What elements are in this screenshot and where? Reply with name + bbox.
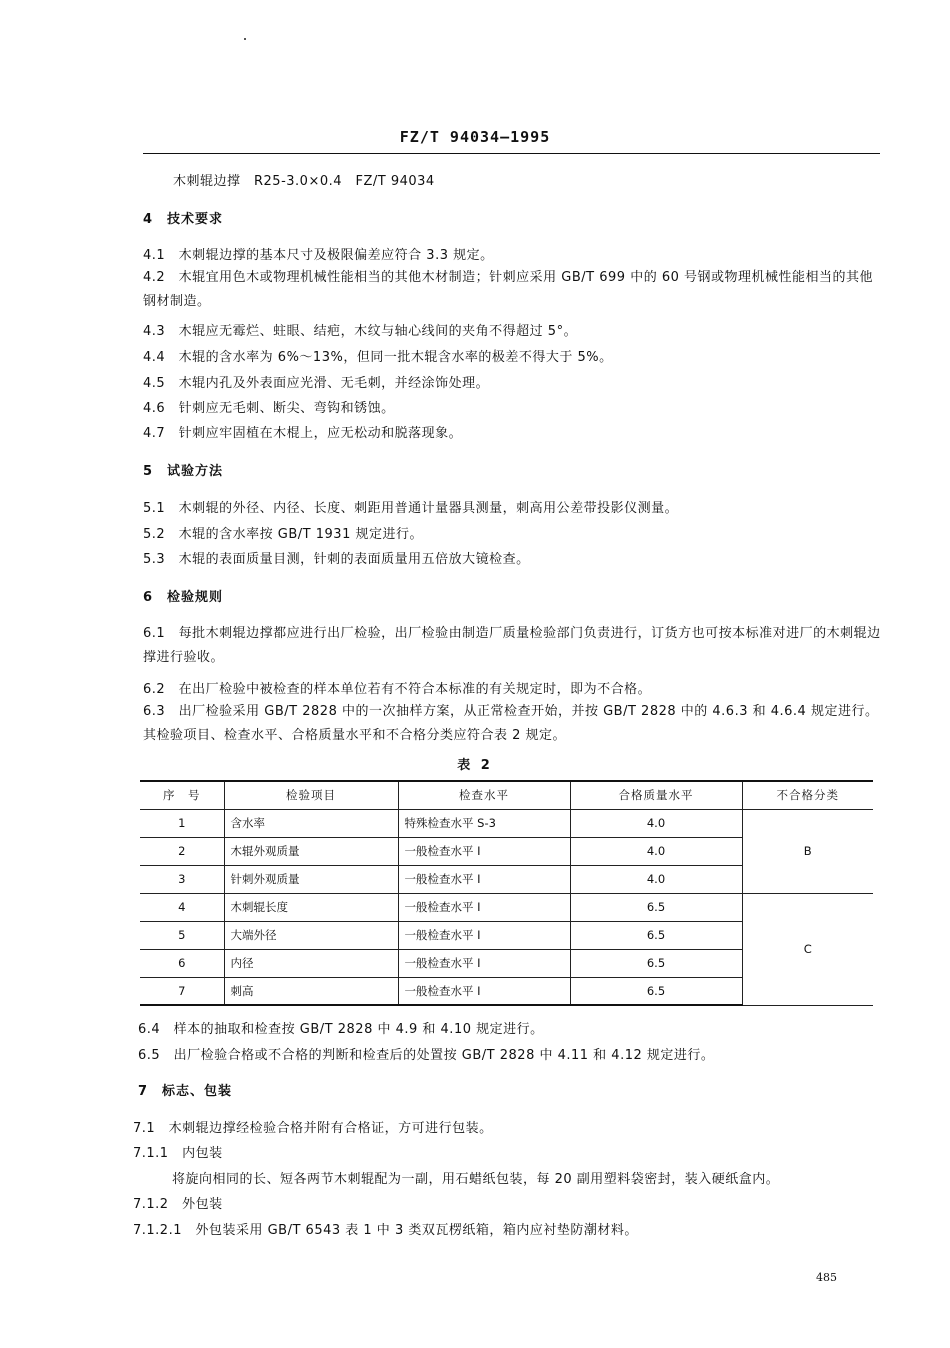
section-6-heading: 6 检验规则 (143, 590, 224, 605)
row-item: 木辊外观质量 (224, 837, 398, 865)
scan-speck (244, 38, 246, 40)
header-inspection-item: 检验项目 (224, 781, 398, 809)
row-number: 5 (140, 921, 224, 949)
designation-example: 木刺辊边撑 R25-3.0×0.4 FZ/T 94034 (173, 174, 435, 189)
clause-7-1: 7.1 木刺辊边撑经检验合格并附有合格证，方可进行包装。 (133, 1121, 493, 1136)
clause-5-1: 5.1 木刺辊的外径、内径、长度、刺距用普通计量器具测量，刺高用公差带投影仪测量。 (143, 501, 679, 516)
clause-7-1-1: 7.1.1 内包装 (133, 1146, 223, 1161)
clause-4-4: 4.4 木辊的含水率为 6%～13%，但同一批木辊含水率的极差不得大于 5%。 (143, 350, 613, 365)
row-item: 刺高 (224, 977, 398, 1005)
row-level: 一般检查水平 I (398, 921, 570, 949)
clause-4-1: 4.1 木刺辊边撑的基本尺寸及极限偏差应符合 3.3 规定。 (143, 248, 494, 263)
row-number: 2 (140, 837, 224, 865)
table-header-row (140, 781, 873, 809)
class-group-b: B (742, 809, 873, 893)
clause-6-1: 6.1 每批木刺辊边撑都应进行出厂检验，出厂检验由制造厂质量检验部门负责进行，订货方也可按本标准对进厂的木刺辊边撑进行验收。 (143, 626, 881, 665)
row-level: 一般检查水平 I (398, 977, 570, 1005)
class-group-c: C (742, 893, 873, 1005)
clause-6-4: 6.4 样本的抽取和检查按 GB/T 2828 中 4.9 和 4.10 规定进行。 (138, 1022, 544, 1037)
row-aql: 6.5 (570, 977, 742, 1005)
clause-4-3: 4.3 木辊应无霉烂、蛀眼、结疤，木纹与轴心线间的夹角不得超过 5°。 (143, 324, 578, 339)
section-7-heading: 7 标志、包装 (138, 1084, 233, 1099)
row-number: 7 (140, 977, 224, 1005)
clause-4-2: 4.2 木辊宜用色木或物理机械性能相当的其他木材制造；针刺应采用 GB/T 699 中的 60 号钢或物理机械性能相当的其他钢材制造。 (143, 270, 874, 309)
row-item: 含水率 (224, 809, 398, 837)
row-item: 木刺辊长度 (224, 893, 398, 921)
row-level: 一般检查水平 I (398, 865, 570, 893)
section-5-heading: 5 试验方法 (143, 464, 224, 479)
table-row (140, 893, 873, 921)
row-aql: 6.5 (570, 921, 742, 949)
row-aql: 6.5 (570, 949, 742, 977)
row-item: 针刺外观质量 (224, 865, 398, 893)
row-number: 3 (140, 865, 224, 893)
section-4-heading: 4 技术要求 (143, 212, 224, 227)
table-row (140, 809, 873, 837)
clause-7-1-1-text: 将旋向相同的长、短各两节木刺辊配为一副，用石蜡纸包装，每 20 副用塑料袋密封，装入硬纸盒内。 (172, 1172, 780, 1187)
row-aql: 4.0 (570, 837, 742, 865)
row-level: 一般检查水平 I (398, 837, 570, 865)
clause-6-5: 6.5 出厂检验合格或不合格的判断和检查后的处置按 GB/T 2828 中 4.11 和 4.12 规定进行。 (138, 1048, 715, 1063)
header-inspection-level: 检查水平 (398, 781, 570, 809)
row-level: 一般检查水平 I (398, 893, 570, 921)
inspection-table (140, 780, 873, 1006)
clause-6-2: 6.2 在出厂检验中被检查的样本单位若有不符合本标准的有关规定时，即为不合格。 (143, 682, 652, 697)
clause-4-7: 4.7 针刺应牢固植在木棍上，应无松动和脱落现象。 (143, 426, 463, 441)
header-serial-number: 序 号 (140, 781, 224, 809)
standard-code-header: FZ/T 94034—1995 (399, 128, 551, 146)
table-2-caption: 表 2 (457, 758, 493, 773)
header-rule (143, 153, 880, 154)
clause-7-1-2-1: 7.1.2.1 外包装采用 GB/T 6543 表 1 中 3 类双瓦楞纸箱，箱内应衬垫防潮材料。 (133, 1223, 638, 1238)
row-item: 大端外径 (224, 921, 398, 949)
row-number: 1 (140, 809, 224, 837)
row-number: 6 (140, 949, 224, 977)
header-aql: 合格质量水平 (570, 781, 742, 809)
clause-4-6: 4.6 针刺应无毛刺、断尖、弯钩和锈蚀。 (143, 401, 395, 416)
clause-4-5: 4.5 木辊内孔及外表面应光滑、无毛刺，并经涂饰处理。 (143, 376, 490, 391)
row-aql: 4.0 (570, 809, 742, 837)
row-level: 特殊检查水平 S-3 (398, 809, 570, 837)
page-number: 485 (816, 1271, 837, 1284)
row-item: 内径 (224, 949, 398, 977)
row-aql: 6.5 (570, 893, 742, 921)
row-aql: 4.0 (570, 865, 742, 893)
clause-5-2: 5.2 木辊的含水率按 GB/T 1931 规定进行。 (143, 527, 423, 542)
row-level: 一般检查水平 I (398, 949, 570, 977)
clause-5-3: 5.3 木辊的表面质量目测，针刺的表面质量用五倍放大镜检查。 (143, 552, 530, 567)
row-number: 4 (140, 893, 224, 921)
header-nonconformity-class: 不合格分类 (742, 781, 873, 809)
clause-6-3: 6.3 出厂检验采用 GB/T 2828 中的一次抽样方案，从正常检查开始，并按 GB/T 2828 中的 4.6.3 和 4.6.4 规定进行。其检验项目、检查水平、合格质量水平和不合格分类应符合表 2 规定。 (143, 704, 879, 743)
clause-7-1-2: 7.1.2 外包装 (133, 1197, 223, 1212)
